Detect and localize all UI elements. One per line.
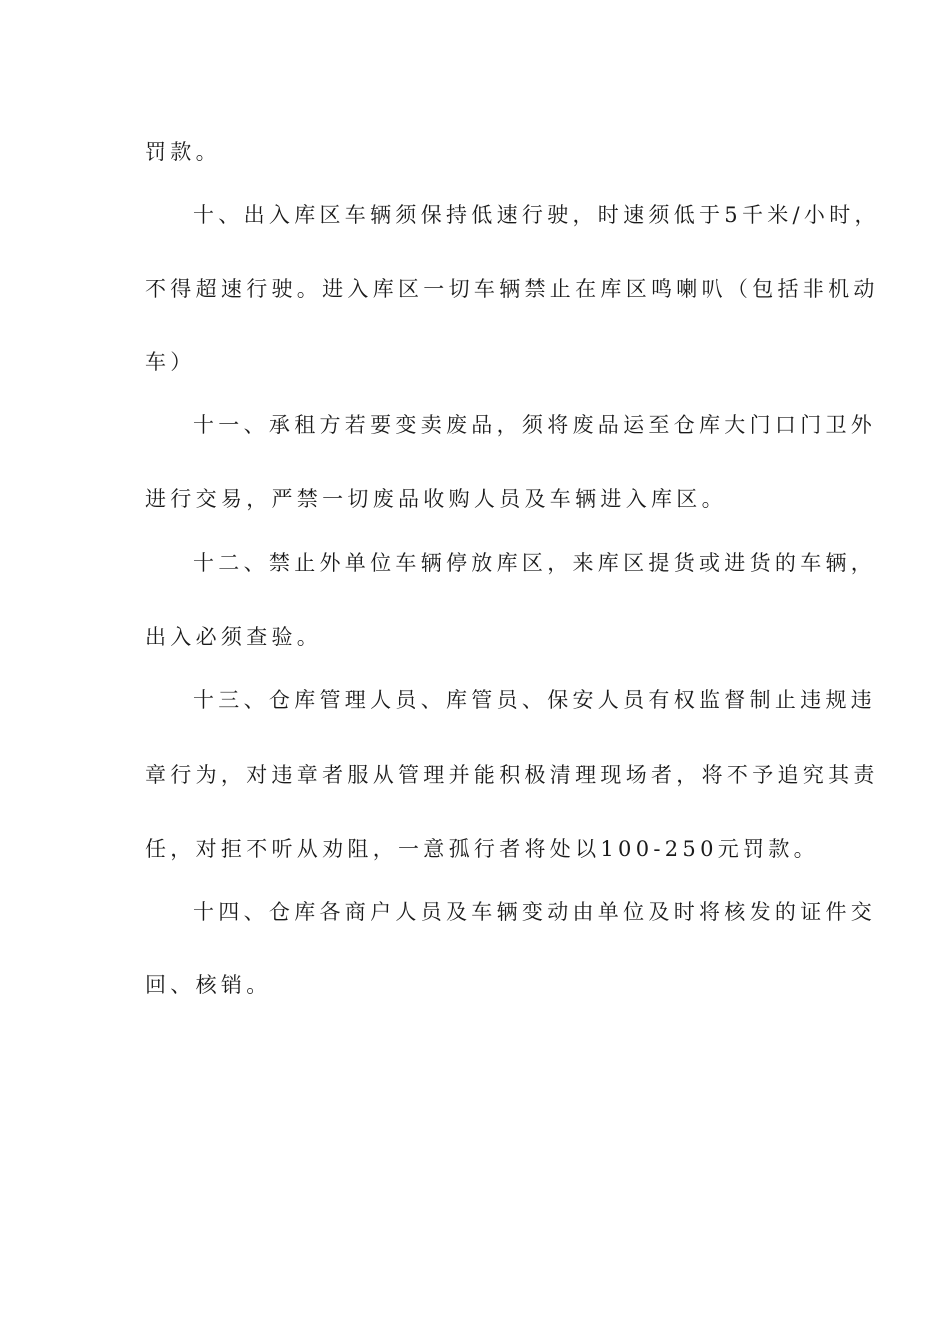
clause-14-line: 十四、仓库各商户人员及车辆变动由单位及时将核发的证件交	[193, 900, 877, 924]
text-line: 进行交易，严禁一切废品收购人员及车辆进入库区。	[145, 487, 727, 511]
text-line: 车）	[145, 350, 196, 374]
text-line: 不得超速行驶。进入库区一切车辆禁止在库区鸣喇叭（包括非机动	[145, 277, 879, 301]
clause-10-line: 十、出入库区车辆须保持低速行驶，时速须低于5千米/小时，	[193, 203, 880, 227]
clause-12-line: 十二、禁止外单位车辆停放库区，来库区提货或进货的车辆，	[193, 551, 877, 575]
clause-13-line: 十三、仓库管理人员、库管员、保安人员有权监督制止违规违	[193, 688, 877, 712]
text-line: 罚款。	[145, 140, 221, 164]
text-line: 出入必须查验。	[145, 625, 323, 649]
text-line: 回、核销。	[145, 973, 272, 997]
text-line: 章行为，对违章者服从管理并能积极清理现场者，将不予追究其责	[145, 763, 879, 787]
clause-11-line: 十一、承租方若要变卖废品，须将废品运至仓库大门口门卫外	[193, 413, 877, 437]
text-line: 任，对拒不听从劝阻，一意孤行者将处以100-250元罚款。	[145, 837, 819, 861]
